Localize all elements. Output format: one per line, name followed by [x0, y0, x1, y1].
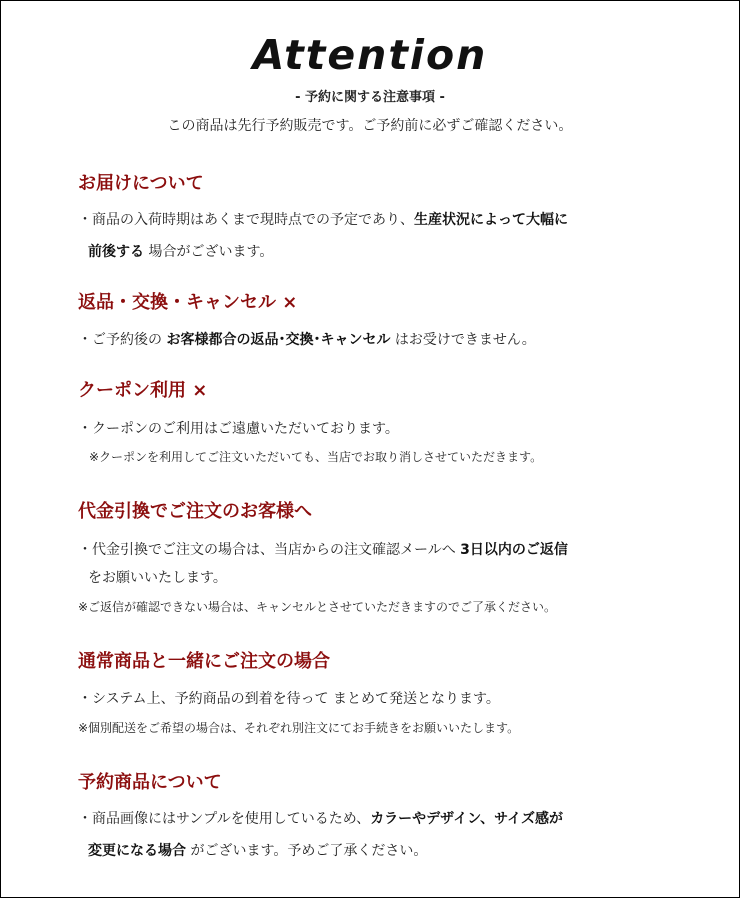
emphasis-text: 変更になる場合: [88, 843, 186, 859]
body-line: [78, 206, 678, 234]
body-line: ・システム上、予約商品の到着を待って まとめて発送となります。: [78, 691, 500, 707]
section-heading: クーポン利用 ×: [78, 380, 208, 401]
section-heading: 予約商品について: [78, 772, 222, 793]
body-line: [78, 536, 678, 564]
body-text: 場合がございます。: [144, 244, 274, 260]
section-cod: [78, 501, 678, 619]
section-delivery: [78, 173, 678, 266]
body-line: [78, 238, 678, 266]
page-title: Attention: [252, 31, 488, 79]
page-subtitle: - 予約に関する注意事項 -: [295, 90, 445, 105]
intro-text: この商品は先行予約販売です。ご予約前に必ずご確認ください。: [167, 118, 573, 134]
emphasis-text: 前後する: [88, 244, 144, 260]
body-text: ・商品の入荷時期はあくまで現時点での予定であり、: [78, 212, 414, 228]
section-body: [78, 536, 678, 619]
section-body: [78, 326, 678, 354]
body-text: ・代金引換でご注文の場合は、当店からの注文確認メールへ: [78, 542, 461, 558]
section-body: [78, 805, 678, 865]
body-line: [78, 805, 678, 833]
section-preorder-items: [78, 772, 678, 865]
section-combined-order: [78, 651, 678, 740]
body-text: ・商品画像にはサンプルを使用しているため、: [78, 811, 371, 827]
body-text: がございます。予めご了承ください。: [186, 843, 428, 859]
section-heading: 返品・交換・キャンセル ×: [78, 292, 298, 313]
section-body: [78, 685, 678, 740]
section-coupon: [78, 380, 678, 469]
body-line: [78, 326, 678, 354]
emphasis-text: お客様都合の返品･交換･キャンセル: [166, 332, 391, 348]
body-text: はお受けできません。: [390, 332, 536, 348]
body-line: [78, 837, 678, 865]
note-text: ※個別配送をご希望の場合は、それぞれ別注文にてお手続きをお願いいたします。: [78, 721, 520, 735]
emphasis-text: 生産状況によって大幅に: [414, 212, 568, 228]
note-text: ※クーポンを利用してご注文いただいても、当店でお取り消しさせていただきます。: [89, 450, 543, 464]
section-heading: 通常商品と一緒にご注文の場合: [78, 651, 330, 672]
section-returns: [78, 292, 678, 354]
body-text: ・ご予約後の: [78, 332, 167, 348]
emphasis-text: 3日以内のご返信: [460, 542, 568, 558]
section-body: [78, 415, 678, 469]
note-text: ※ご返信が確認できない場合は、キャンセルとさせていただきますのでご了承ください。: [78, 600, 557, 614]
body-line: ・クーポンのご利用はご遠慮いただいております。: [78, 421, 399, 437]
emphasis-text: カラーやデザイン、サイズ感が: [370, 811, 563, 827]
section-heading: 代金引換でご注文のお客様へ: [78, 501, 312, 522]
section-heading: お届けについて: [78, 173, 204, 194]
section-body: [78, 206, 678, 266]
body-line: をお願いいたします。: [88, 570, 227, 586]
